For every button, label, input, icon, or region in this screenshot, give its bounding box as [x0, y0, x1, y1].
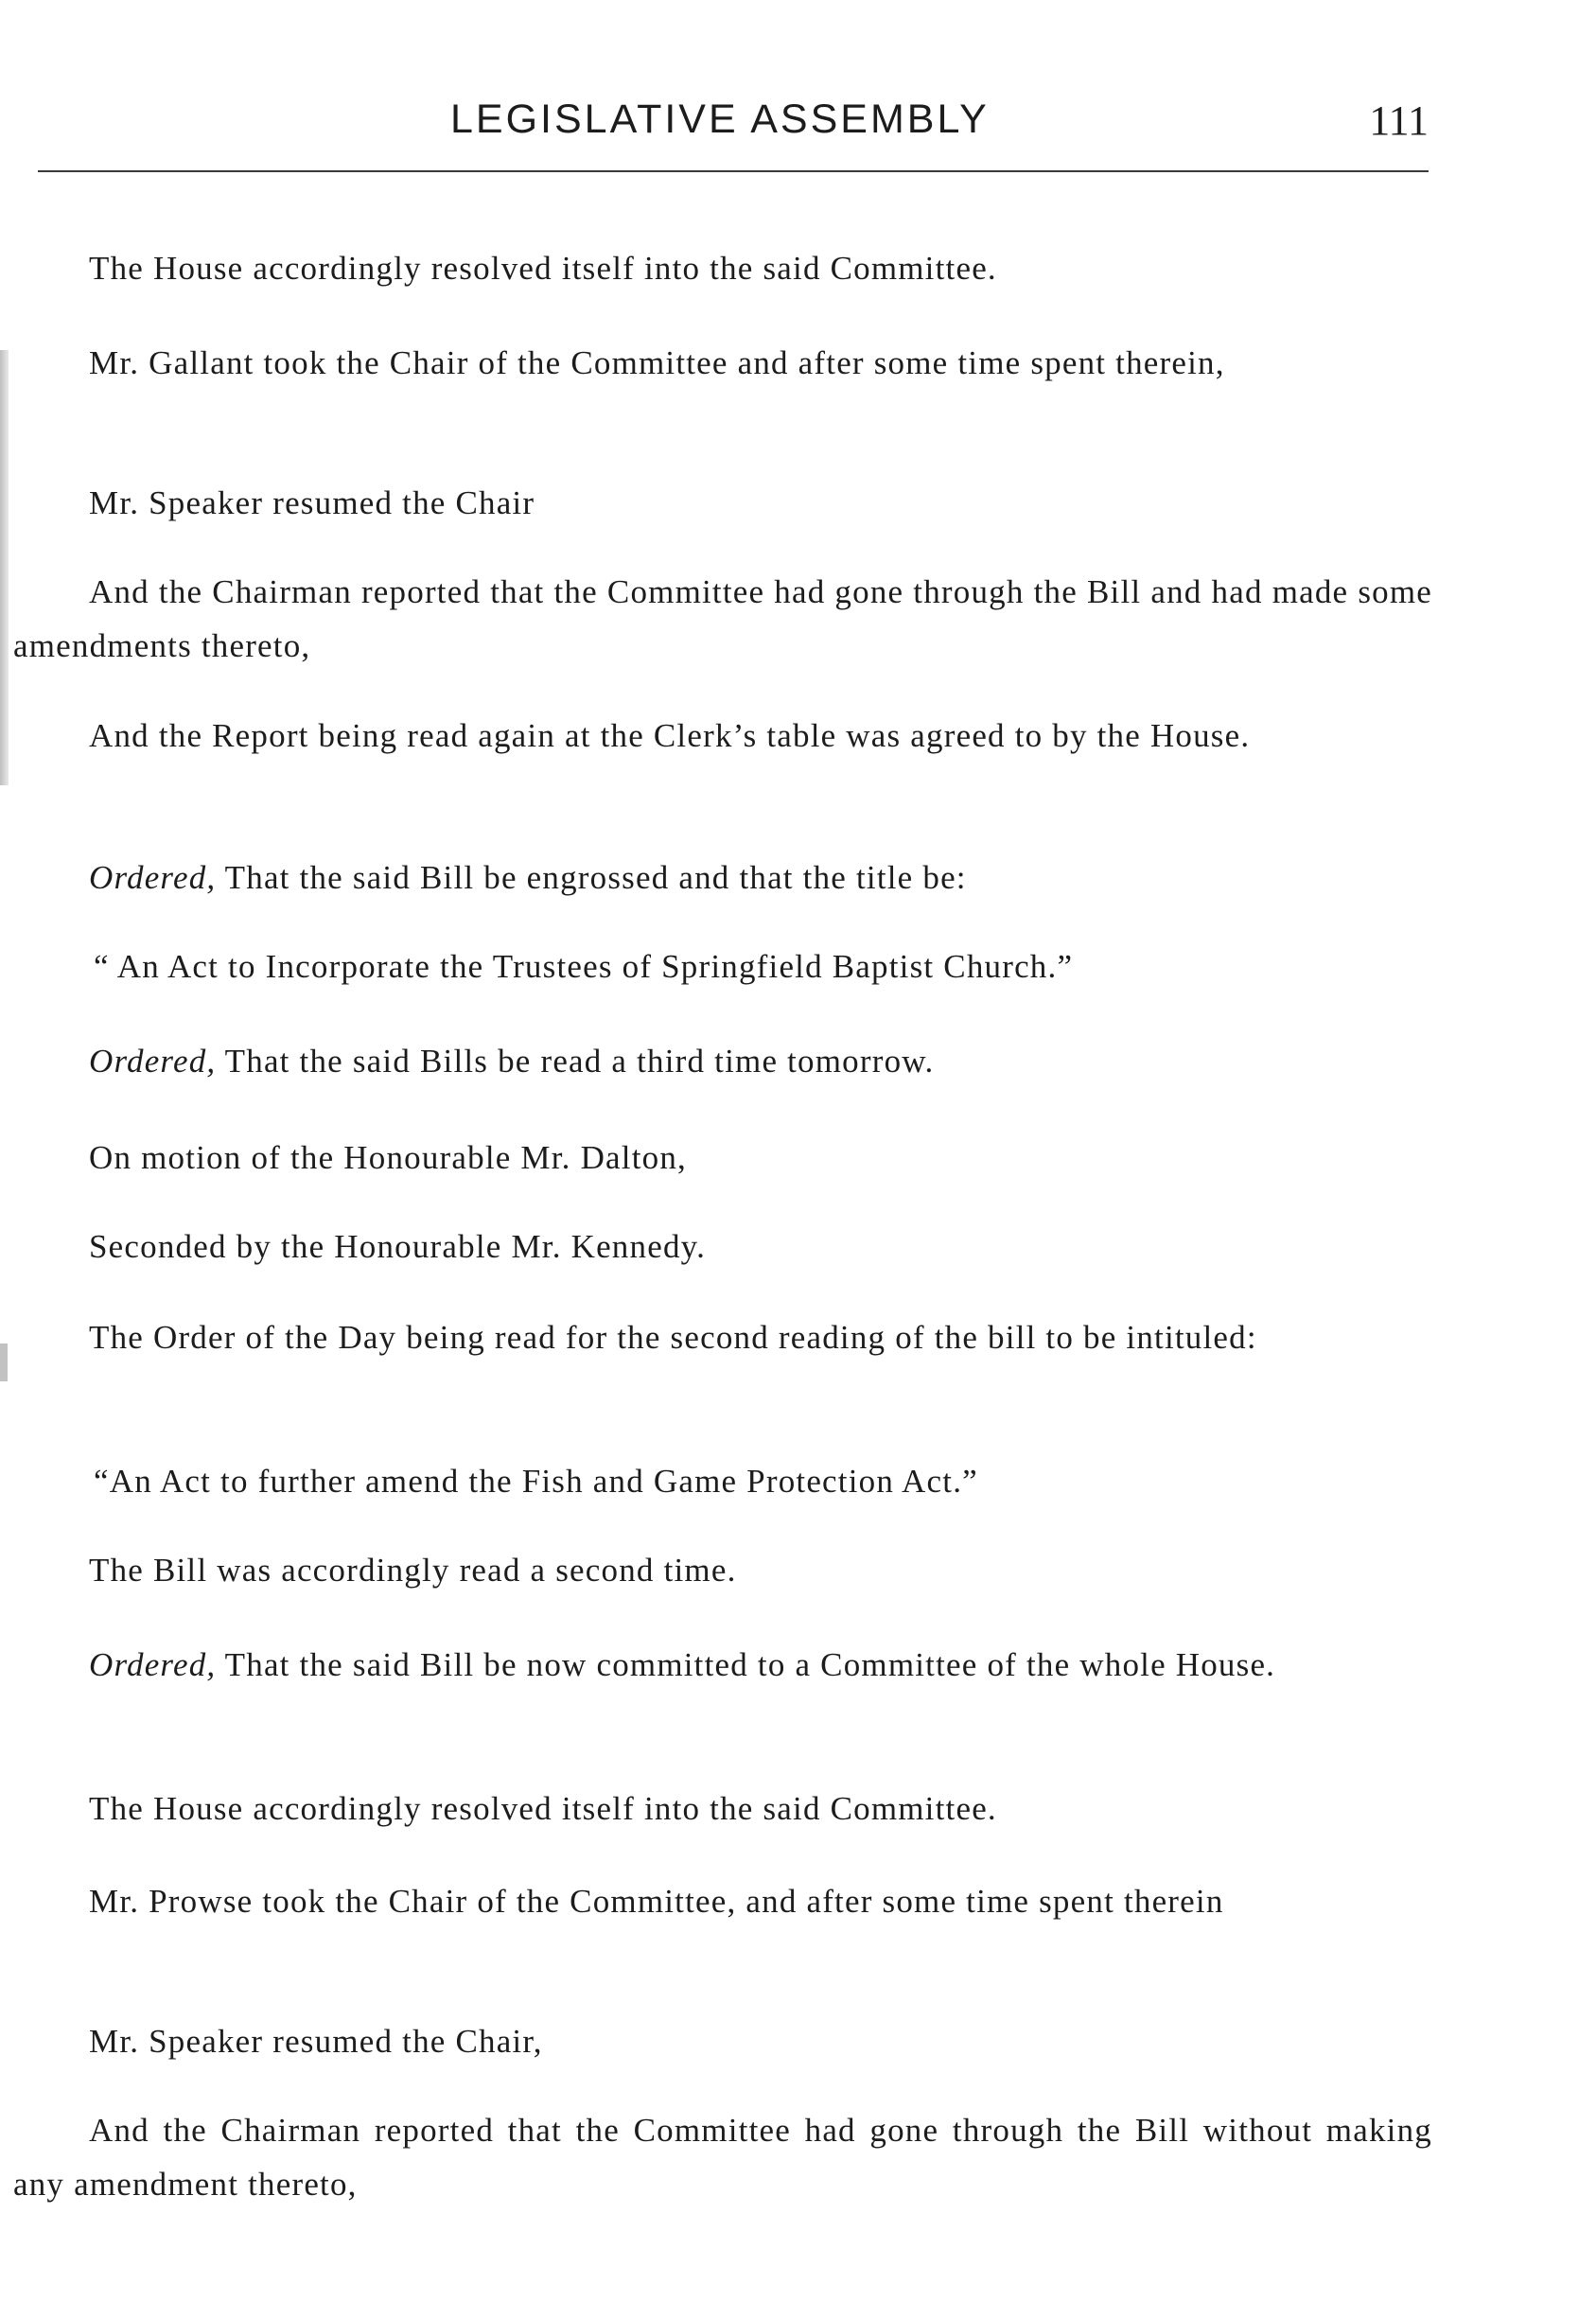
page-number: 111: [1369, 97, 1429, 144]
ordered-label: Ordered,: [89, 1646, 217, 1683]
paragraph: “ An Act to Incorporate the Trustees of Springfield Baptist Church.”: [94, 948, 1074, 985]
paragraph: Ordered, That the said Bill be engrossed and that the title be:: [89, 859, 967, 896]
paragraph: Mr. Speaker resumed the Chair,: [89, 2023, 543, 2060]
header-rule: [38, 170, 1429, 172]
ordered-label: Ordered,: [89, 1043, 217, 1080]
paragraph: On motion of the Honourable Mr. Dalton,: [89, 1139, 687, 1176]
paragraph: Ordered, That the said Bill be now committed to a Committee of the whole House.: [89, 1646, 1276, 1683]
paragraph: Seconded by the Honourable Mr. Kennedy.: [89, 1228, 707, 1265]
paragraph: The Order of the Day being read for the second reading of the bill to be intituled:: [89, 1319, 1257, 1356]
page-header: [38, 87, 1429, 153]
paragraph: And the Chairman reported that the Committee had gone through the Bill and had made some amendments thereto,: [13, 573, 1432, 664]
scan-shadow: [0, 350, 9, 785]
paragraph: Mr. Speaker resumed the Chair: [89, 484, 535, 521]
paragraph: And the Chairman reported that the Committee had gone through the Bill without making any amendment thereto,: [13, 2112, 1432, 2203]
paragraph: Ordered, That the said Bills be read a third time tomorrow.: [89, 1043, 935, 1080]
paragraph: Mr. Prowse took the Chair of the Committee, and after some time spent therein: [89, 1883, 1224, 1920]
paragraph: The House accordingly resolved itself into the said Committee.: [89, 250, 997, 287]
running-title: LEGISLATIVE ASSEMBLY: [450, 97, 990, 142]
ordered-label: Ordered,: [89, 859, 217, 896]
paragraph: The House accordingly resolved itself into the said Committee.: [89, 1790, 997, 1827]
paragraph: The Bill was accordingly read a second time.: [89, 1552, 737, 1589]
paragraph: Mr. Gallant took the Chair of the Committee and after some time spent therein,: [89, 344, 1225, 381]
scan-shadow: [0, 1344, 8, 1381]
paragraph: “An Act to further amend the Fish and Game Protection Act.”: [94, 1463, 978, 1500]
paragraph: And the Report being read again at the Clerk’s table was agreed to by the House.: [89, 717, 1251, 754]
